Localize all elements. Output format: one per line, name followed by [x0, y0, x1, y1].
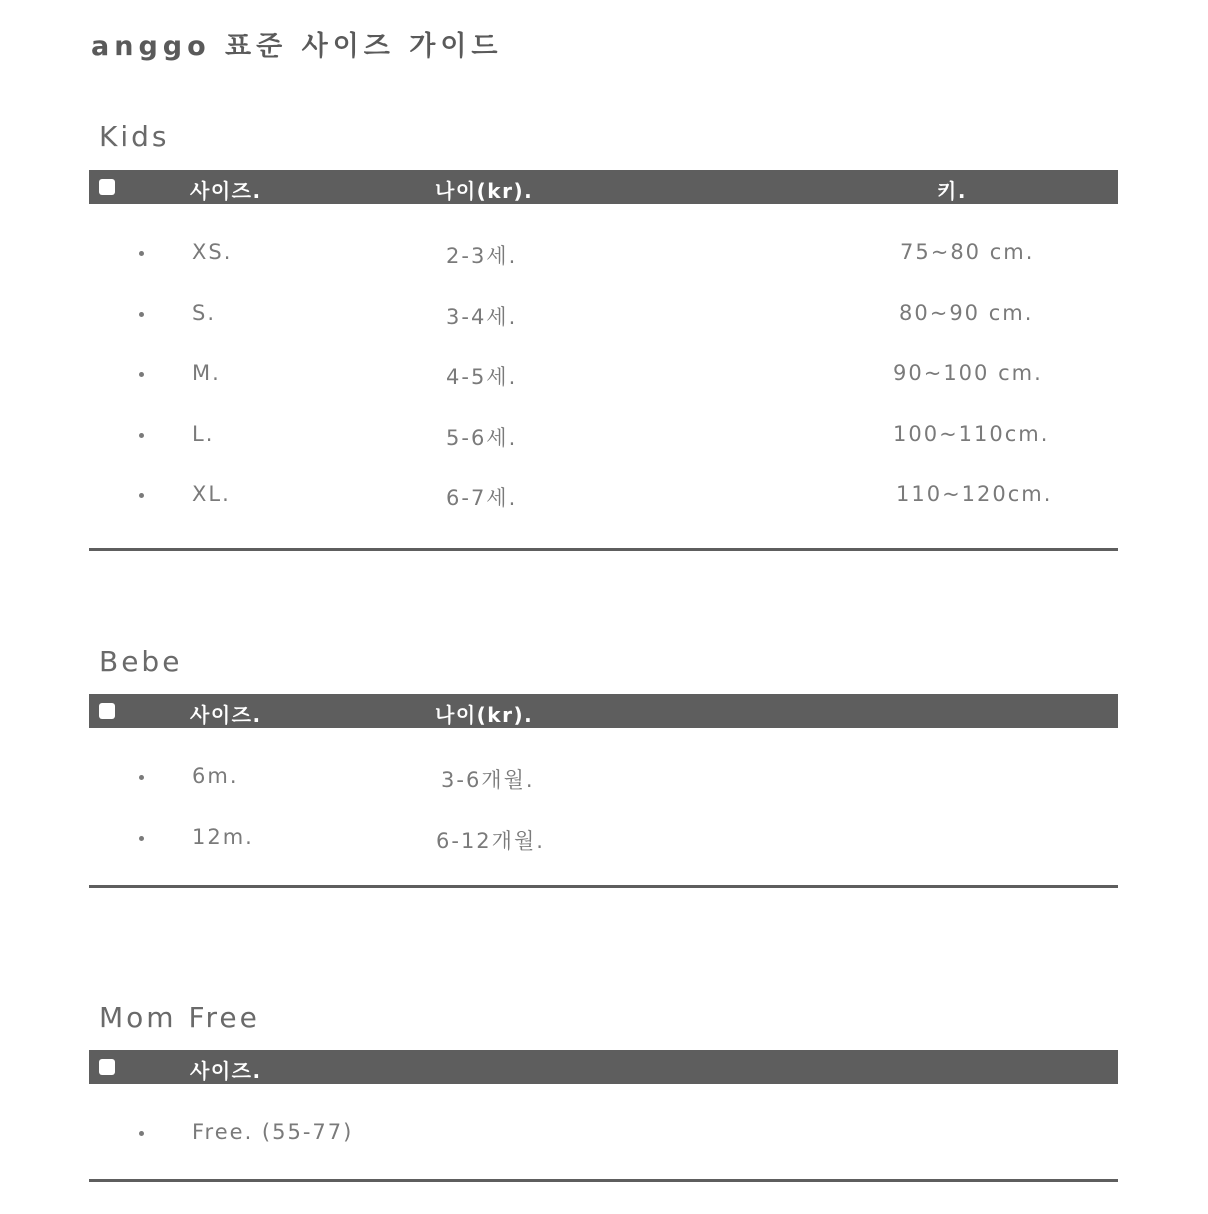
header-height: 키. [937, 179, 967, 203]
mom-section-title: Mom Free [99, 1001, 260, 1034]
header-age: 나이(kr). [435, 179, 534, 203]
age-cell: 6-7세. [446, 486, 518, 510]
bullet-icon [139, 372, 144, 377]
size-cell: XS. [192, 240, 233, 264]
height-cell: 80~90 cm. [899, 301, 1034, 325]
height-cell: 75~80 cm. [900, 240, 1035, 264]
age-cell: 3-4세. [446, 305, 518, 329]
bebe-section-title: Bebe [99, 645, 183, 678]
age-cell: 6-12개월. [436, 829, 545, 853]
table-row [0, 301, 1208, 331]
height-cell: 110~120cm. [896, 482, 1053, 506]
table-row [0, 240, 1208, 270]
age-cell: 4-5세. [446, 365, 518, 389]
size-cell: XL. [192, 482, 231, 506]
section-divider [89, 548, 1118, 551]
table-row [0, 482, 1208, 512]
page-title: anggo 표준 사이즈 가이드 [91, 31, 503, 62]
mom-table-header [89, 1050, 1118, 1084]
table-row [0, 1120, 1208, 1150]
kids-section-title: Kids [99, 120, 170, 153]
kids-table-header [89, 170, 1118, 204]
checkbox-square-icon [99, 1059, 115, 1075]
bullet-icon [139, 836, 144, 841]
size-cell: S. [192, 301, 217, 325]
height-cell: 100~110cm. [893, 422, 1050, 446]
size-cell: Free. (55-77) [192, 1120, 354, 1144]
height-cell: 90~100 cm. [893, 361, 1043, 385]
size-cell: M. [192, 361, 221, 385]
bebe-table-header [89, 694, 1118, 728]
size-cell: L. [192, 422, 215, 446]
table-row [0, 764, 1208, 794]
age-cell: 5-6세. [446, 426, 518, 450]
checkbox-square-icon [99, 179, 115, 195]
size-cell: 12m. [192, 825, 254, 849]
bullet-icon [139, 312, 144, 317]
section-divider [89, 885, 1118, 888]
bullet-icon [139, 433, 144, 438]
header-age: 나이(kr). [435, 703, 534, 727]
header-size: 사이즈. [190, 179, 262, 203]
header-size: 사이즈. [190, 703, 262, 727]
size-cell: 6m. [192, 764, 239, 788]
table-row [0, 422, 1208, 452]
bullet-icon [139, 251, 144, 256]
table-row [0, 361, 1208, 391]
header-size: 사이즈. [190, 1059, 262, 1083]
age-cell: 2-3세. [446, 244, 518, 268]
bullet-icon [139, 1131, 144, 1136]
bullet-icon [139, 775, 144, 780]
section-divider [89, 1179, 1118, 1182]
table-row [0, 825, 1208, 855]
bullet-icon [139, 493, 144, 498]
age-cell: 3-6개월. [441, 768, 535, 792]
checkbox-square-icon [99, 703, 115, 719]
